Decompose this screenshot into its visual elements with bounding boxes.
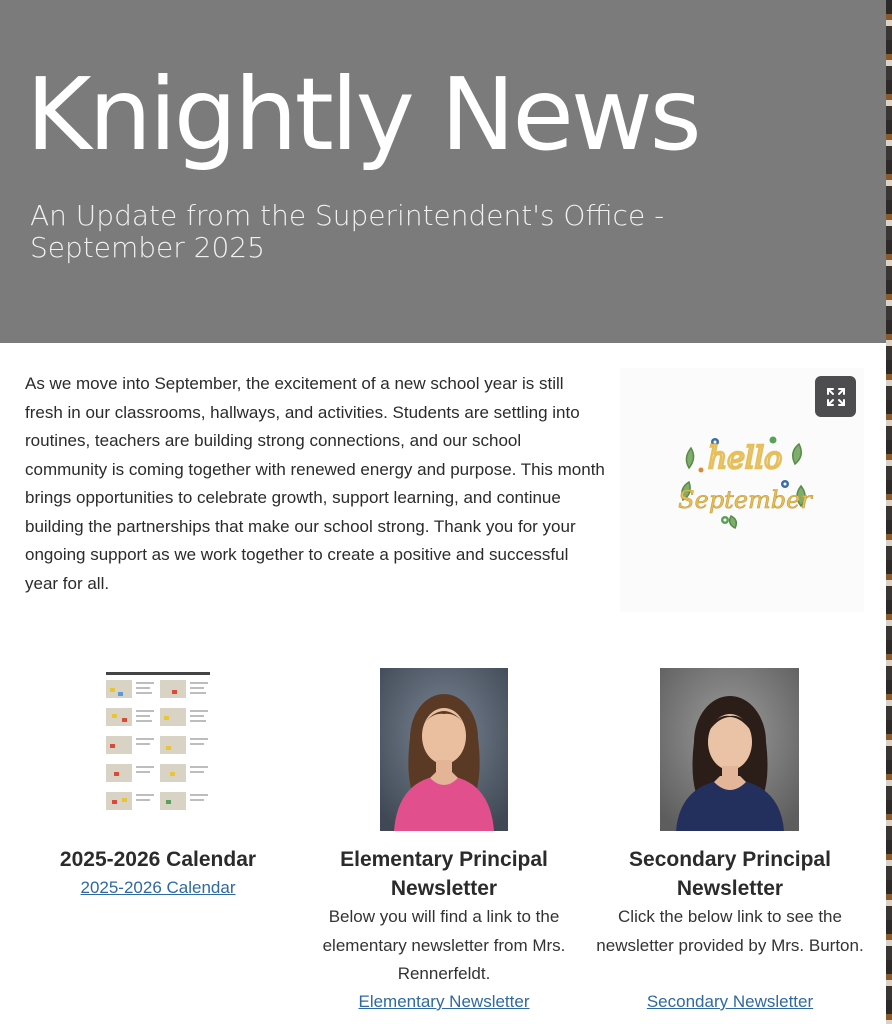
newsletter-header bbox=[0, 0, 886, 343]
intro-paragraph: As we move into September, the excitement of a new school year is still fresh in our classrooms, hallways, and activities. Students are settling into routines, teachers are building strong connections, and our school community is coming together with renewed energy and purpose. This month brings opportunities to celebrate growth, support learning, and continue building the partnerships that make our school strong. Thank you for your ongoing support as we work together to create a positive and successful year for all. bbox=[25, 374, 605, 593]
header-subtitle: An Update from the Superintendent's Office - September 2025 bbox=[30, 199, 665, 264]
calendar-link[interactable]: 2025-2026 Calendar bbox=[80, 878, 236, 897]
expand-icon bbox=[825, 386, 847, 408]
secondary-card-title: Secondary Principal Newsletter bbox=[629, 848, 831, 900]
masthead-title: Knightly News bbox=[26, 56, 699, 173]
calendar-document-thumbnail[interactable] bbox=[100, 668, 216, 823]
secondary-newsletter-link[interactable]: Secondary Newsletter bbox=[646, 992, 814, 1011]
secondary-card-body: Click the below link to see the newsletter provided by Mrs. Burton. bbox=[596, 907, 864, 955]
elementary-principal-photo bbox=[380, 668, 508, 831]
elementary-newsletter-link[interactable]: Elementary Newsletter bbox=[358, 992, 530, 1011]
calendar-card-title: 2025-2026 Calendar bbox=[59, 848, 257, 871]
hello-september-image bbox=[620, 368, 864, 612]
hello-september-art bbox=[675, 428, 815, 538]
elementary-card-title: Elementary Principal Newsletter bbox=[340, 848, 548, 900]
elementary-card-body: Below you will find a link to the elementary newsletter from Mrs. Rennerfeldt. bbox=[322, 907, 566, 983]
right-edge-strip bbox=[886, 0, 892, 1024]
secondary-principal-photo bbox=[660, 668, 799, 831]
september-text: September bbox=[678, 486, 812, 514]
hello-text: hello bbox=[707, 441, 783, 476]
expand-image-button[interactable] bbox=[815, 376, 856, 417]
